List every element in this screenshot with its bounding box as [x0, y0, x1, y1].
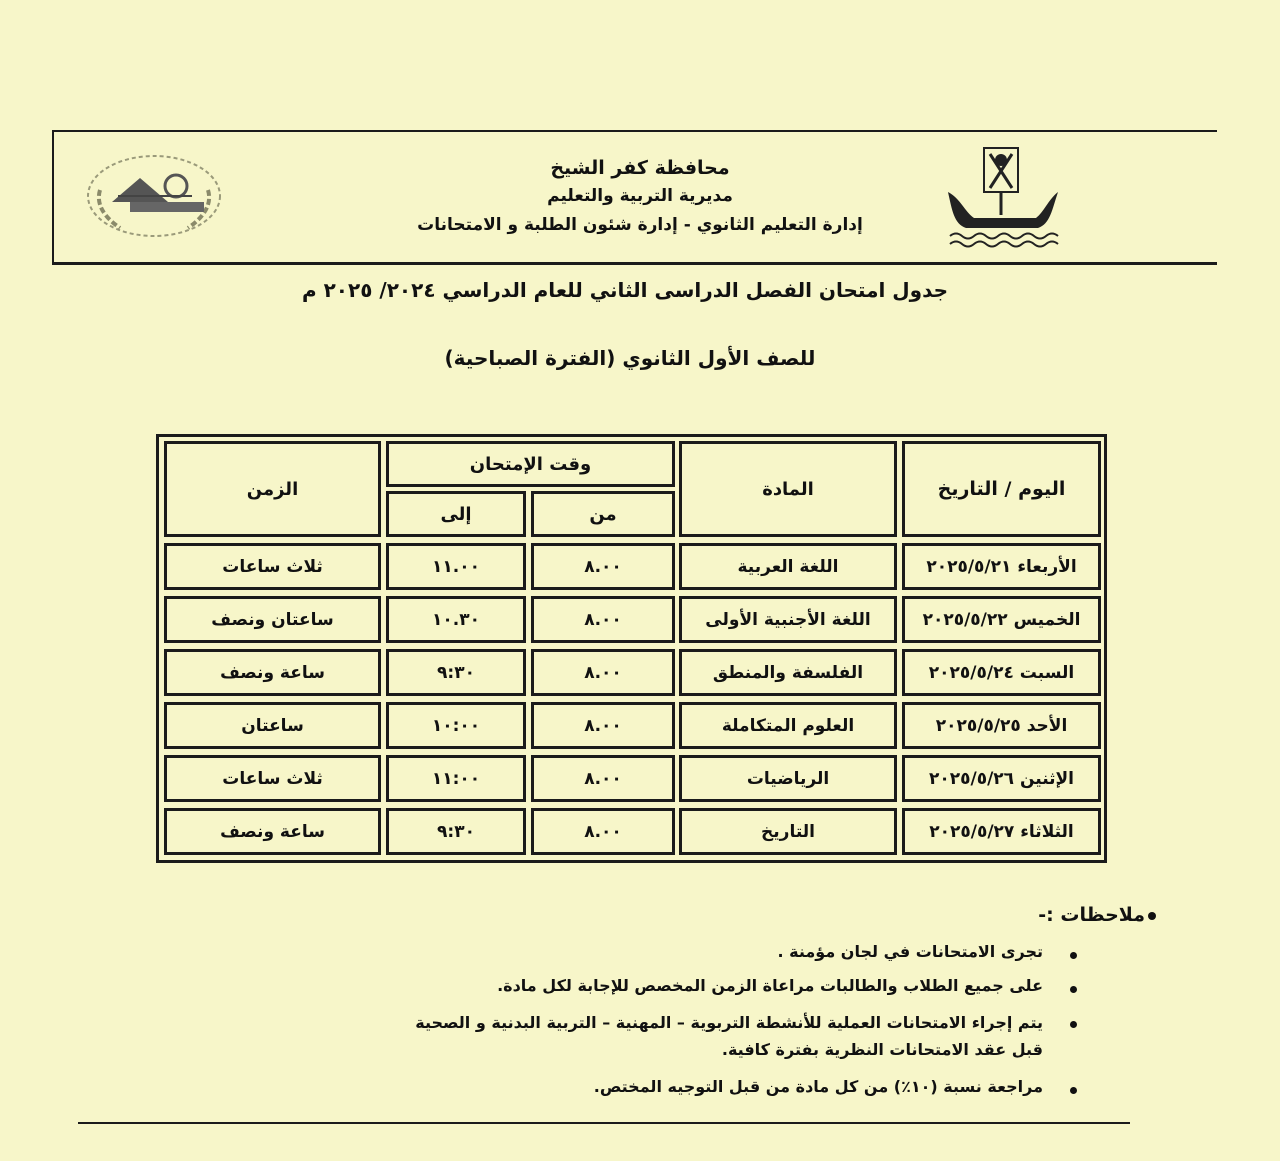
row-subject: التاريخ: [679, 808, 897, 855]
notes-title-bullet-icon: [1148, 912, 1156, 920]
row-duration: ساعة ونصف: [164, 808, 381, 855]
note-item: تجرى الامتحانات في لجان مؤمنة .: [777, 942, 1043, 961]
row-from: ٨.٠٠: [531, 596, 675, 643]
directorate-name: مديرية التربية والتعليم: [547, 186, 733, 206]
header-bottom-rule: [52, 262, 1217, 265]
header-to: إلى: [386, 491, 526, 537]
left-vertical-rule: [52, 130, 54, 265]
header-day-date: اليوم / التاريخ: [902, 441, 1101, 537]
row-duration: ثلاث ساعات: [164, 755, 381, 802]
row-from: ٨.٠٠: [531, 755, 675, 802]
row-day-date: الخميس ٢٠٢٥/٥/٢٢: [902, 596, 1101, 643]
note-item: يتم إجراء الامتحانات العملية للأنشطة التربوية – المهنية – التربية البدنية و الصحية: [415, 1013, 1043, 1032]
row-day-date: السبت ٢٠٢٥/٥/٢٤: [902, 649, 1101, 696]
header-subject: المادة: [679, 441, 897, 537]
header-exam-time: وقت الإمتحان: [386, 441, 675, 487]
ministry-emblem-icon: [82, 150, 227, 242]
row-day-date: الثلاثاء ٢٠٢٥/٥/٢٧: [902, 808, 1101, 855]
note-bullet-icon: [1070, 1087, 1077, 1094]
row-from: ٨.٠٠: [531, 649, 675, 696]
page-title: جدول امتحان الفصل الدراسى الثاني للعام الدراسي ٢٠٢٤/ ٢٠٢٥ م: [301, 278, 949, 302]
row-subject: اللغة العربية: [679, 543, 897, 590]
row-to: ١٠.٣٠: [386, 596, 526, 643]
note-bullet-icon: [1070, 1021, 1077, 1028]
row-subject: الرياضيات: [679, 755, 897, 802]
row-day-date: الإثنين ٢٠٢٥/٥/٢٦: [902, 755, 1101, 802]
row-to: ٩:٣٠: [386, 808, 526, 855]
row-subject: العلوم المتكاملة: [679, 702, 897, 749]
note-item-continued: قبل عقد الامتحانات النظرية بفترة كافية.: [721, 1040, 1043, 1059]
row-duration: ساعة ونصف: [164, 649, 381, 696]
note-item: على جميع الطلاب والطالبات مراعاة الزمن المخصص للإجابة لكل مادة.: [497, 976, 1043, 995]
row-duration: ثلاث ساعات: [164, 543, 381, 590]
row-to: ١١:٠٠: [386, 755, 526, 802]
row-from: ٨.٠٠: [531, 543, 675, 590]
note-bullet-icon: [1070, 952, 1077, 959]
row-to: ١١.٠٠: [386, 543, 526, 590]
header-duration: الزمن: [164, 441, 381, 537]
row-subject: اللغة الأجنبية الأولى: [679, 596, 897, 643]
header-top-rule: [52, 130, 1217, 132]
row-to: ٩:٣٠: [386, 649, 526, 696]
header-from: من: [531, 491, 675, 537]
row-duration: ساعتان: [164, 702, 381, 749]
exam-schedule-table: [156, 434, 1107, 863]
administration-name: إدارة التعليم الثانوي - إدارة شئون الطلبة و الامتحانات: [417, 215, 863, 235]
notes-title: ملاحظات :-: [1038, 904, 1145, 926]
note-item: مراجعة نسبة (١٠٪) من كل مادة من قبل التوجيه المختص.: [593, 1077, 1043, 1096]
row-from: ٨.٠٠: [531, 808, 675, 855]
governorate-emblem-icon: [940, 140, 1065, 252]
row-duration: ساعتان ونصف: [164, 596, 381, 643]
row-to: ١٠:٠٠: [386, 702, 526, 749]
footer-rule: [78, 1122, 1130, 1124]
note-bullet-icon: [1070, 986, 1077, 993]
row-subject: الفلسفة والمنطق: [679, 649, 897, 696]
row-day-date: الأحد ٢٠٢٥/٥/٢٥: [902, 702, 1101, 749]
row-from: ٨.٠٠: [531, 702, 675, 749]
governorate-name: محافظة كفر الشيخ: [550, 157, 730, 179]
row-day-date: الأربعاء ٢٠٢٥/٥/٢١: [902, 543, 1101, 590]
page-subtitle: للصف الأول الثانوي (الفترة الصباحية): [444, 346, 816, 370]
